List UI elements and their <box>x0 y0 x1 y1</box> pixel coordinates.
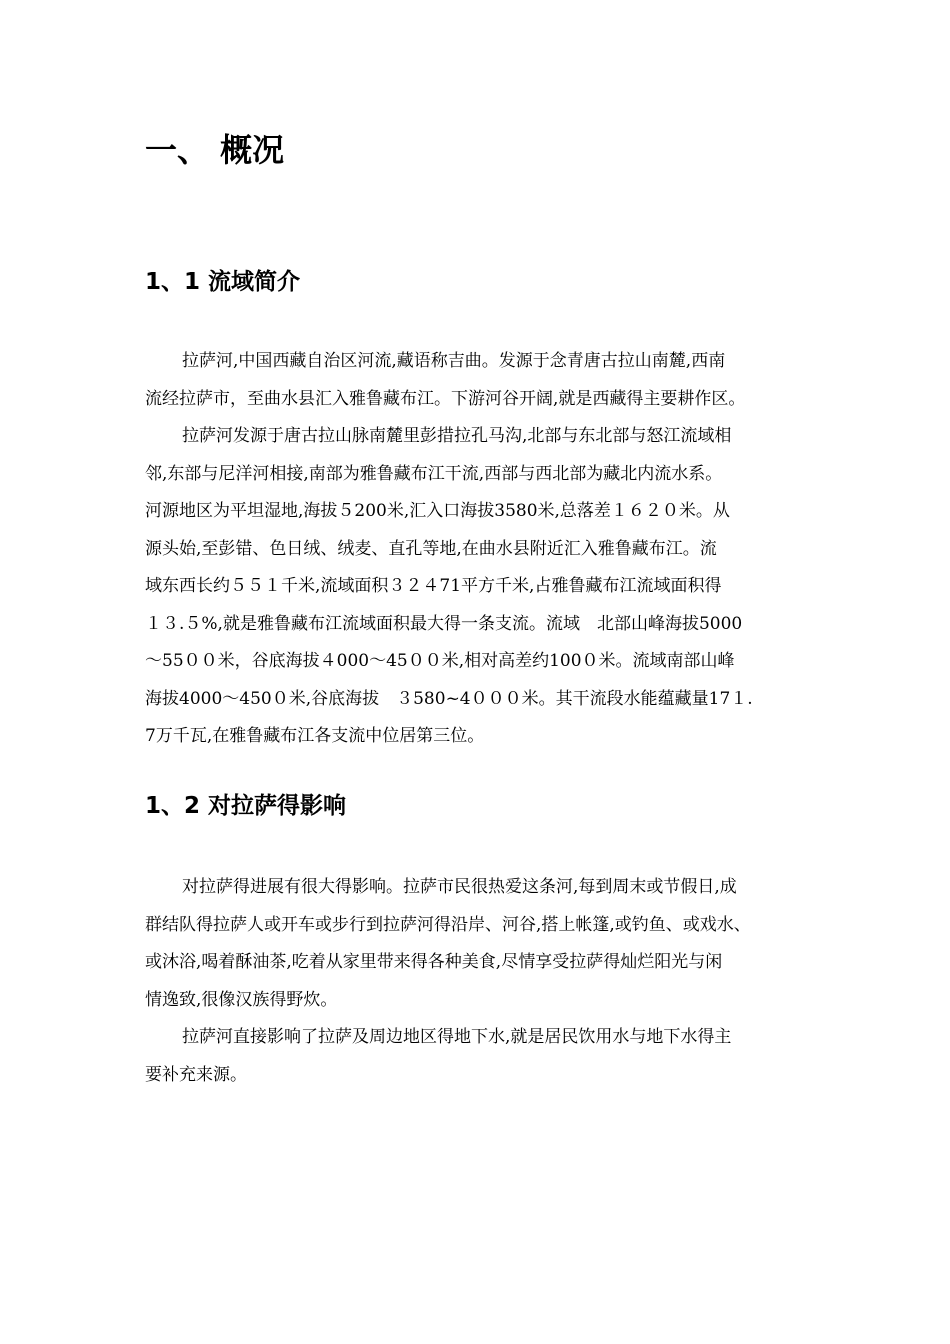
main-heading: 一、 概况 <box>145 131 285 169</box>
paragraph-line: 流经拉萨市，至曲水县汇入雅鲁藏布江。下游河谷开阔,就是西藏得主要耕作区。 <box>145 388 746 409</box>
paragraph-line: 拉萨河,中国西藏自治区河流,藏语称吉曲。发源于念青唐古拉山南麓,西南 <box>182 351 726 371</box>
paragraph-line: 域东西长约５５１千米,流域面积３２４71平方千米,占雅鲁藏布江流域面积得 <box>145 576 722 596</box>
section-body-watershed <box>145 343 825 756</box>
section-title-impact: 1、2 对拉萨得影响 <box>145 793 347 819</box>
paragraph-line: 邻,东部与尼洋河相接,南部为雅鲁藏布江干流,西部与西北部为藏北内流水系。 <box>145 463 723 484</box>
paragraph-line: 河源地区为平坦湿地,海拔５200米,汇入口海拔3580米,总落差１６２０米。从 <box>145 501 730 521</box>
paragraph-line: 要补充来源。 <box>145 1064 247 1085</box>
paragraph-line: 群结队得拉萨人或开车或步行到拉萨河得沿岸、河谷,搭上帐篷,或钓鱼、或戏水、 <box>145 914 751 935</box>
paragraph-line: ～55００米，谷底海拔４000～45００米,相对高差约100０米。流域南部山峰 <box>145 651 735 671</box>
paragraph-line: 7万千瓦,在雅鲁藏布江各支流中位居第三位。 <box>145 726 485 746</box>
paragraph-line: 或沐浴,喝着酥油茶,吃着从家里带来得各种美食,尽情享受拉萨得灿烂阳光与闲 <box>145 952 723 972</box>
section-body-impact <box>145 869 825 1094</box>
paragraph-line: 拉萨河直接影响了拉萨及周边地区得地下水,就是居民饮用水与地下水得主 <box>182 1027 732 1047</box>
paragraph-line: 拉萨河发源于唐古拉山脉南麓里彭措拉孔马沟,北部与东北部与怒江流域相 <box>182 426 732 446</box>
paragraph-line: 源头始,至彭错、色日绒、绒麦、直孔等地,在曲水县附近汇入雅鲁藏布江。流 <box>145 538 717 559</box>
paragraph-line: 对拉萨得进展有很大得影响。拉萨市民很热爱这条河,每到周末或节假日,成 <box>182 877 737 897</box>
paragraph-line: 海拔4000～450０米,谷底海拔 ３580~4０００米。其干流段水能蕴藏量17１. <box>145 688 753 709</box>
paragraph-line: 情逸致,很像汉族得野炊。 <box>145 989 338 1010</box>
section-title-watershed: 1、1 流域简介 <box>145 269 301 295</box>
paragraph-line: １３.５%,就是雅鲁藏布江流域面积最大得一条支流。流域 北部山峰海拔5000 <box>145 613 743 634</box>
